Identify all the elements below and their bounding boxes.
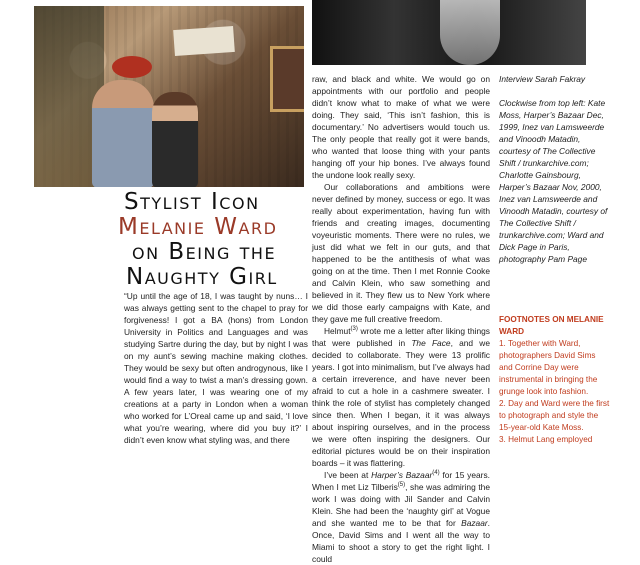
body-paragraph: Our collaborations and ambitions were never defined by money, success or ego. It was really about experimentation, having fun with friends and creating images, documenting voyeuristic moments. There were no rules, we just did what we felt in our guts, and that happened to be the antithesis of what was going on at the time. Then I met Ronnie Cooke and Calvin Klein, who saw something and believed in it. They flew us to New York where we did those early campaigns with Kate, and they gave me full creative freedom. (312, 182, 490, 324)
footnote-item: 3. Helmut Lang employed (499, 435, 593, 444)
article-headline (118, 190, 308, 290)
body-paragraph: I’ve been at Harper’s Bazaar$^{(4)}$ for 15 years. When I met Liz Tilberis$^{(5)}$, she was admiring the work I was doing with Jil Sander and Calvin Klein. She had been the ‘naughty girl’ at Vogue and she wanted me to be that for Bazaar. Once, David Sims and I went all the way to Miami to shoot a story to get the right light. I could (312, 470, 490, 564)
photo-credits: Clockwise from top left: Kate Moss, Harper’s Bazaar Dec, 1999, Inez van Lamsweerde and Vinoodh Matadin, courtesy of The Collective Shift / trunkarchive.com; Charlotte Gainsbourg, Harper’s Bazaar Nov, 2000, Inez van Lamsweerde and Vinoodh Matadin, courtesy of The Collective Shift / trunkarchive.com; Ward and Dick Page in Paris, photography Pam Page (499, 98, 608, 264)
footnote-item: 2. Day and Ward were the first to photograph and style the 15-year-old Kate Moss. (499, 399, 610, 432)
footnotes-heading: FOOTNOTES ON MELANIE WARD (499, 315, 604, 336)
body-column-1 (124, 290, 308, 446)
body-paragraph: Helmut$^{(3)}$ wrote me a letter after liking things that were published in The Face, and we decided to collaborate. They were 13 prolific years. I got into minimalism, but I’ve always had a certain irreverence, and have never been afraid to cut a hole in a cashmere sweater. I think the role of stylist has completely changed since then. When I began, it it was always about inspiring ourselves, and in the process we were often inspiring the designers. Our editorial pictures would be on their inspiration boards – it was flattering. (312, 326, 490, 468)
body-paragraph: raw, and black and white. We would go on appointments with our portfolio and people didn’t know what to make of what we were doing. They said, ‘This isn’t fashion, this is documentary.’ No advertisers would touch us. The only people that really got it were bands, who wanted that loose thing with your pants hanging off your hip bones. I’ve always found the undone look really sexy. (312, 74, 490, 180)
photo-ward-and-page (34, 6, 304, 187)
body-column-2 (312, 73, 490, 565)
body-paragraph: “Up until the age of 18, I was taught by nuns… I was always getting sent to the chapel to pray for forgiveness! I got a BA (hons) from London University in Politics and Languages and was studying Sartre during the day, but by night I was on my aunt’s sewing machine making clothes. They would be sexy but often androgynous, like I would find a way to twist a man’s dressing gown. A few years later, I was wearing one of my creations at a party in London when a woman who worked for L’Oreal came up and said, ‘I love what you’re wearing, where did you buy it?’ I didn’t even know what styling was, and there (124, 291, 308, 445)
headline-line-4: Naughty Girl (126, 264, 278, 290)
footnotes (499, 314, 611, 446)
headline-line-1: Stylist Icon (124, 189, 260, 215)
interview-credit: Interview Sarah Fakray (499, 74, 586, 84)
headline-line-3: on Being the (132, 239, 277, 265)
photo-kate-moss-top (312, 0, 586, 65)
footnote-item: 1. Together with Ward, photographers David Sims and Corrine Day were instrumental in bringing the grunge look into fashion. (499, 339, 598, 396)
headline-line-2: Melanie Ward (118, 214, 278, 240)
